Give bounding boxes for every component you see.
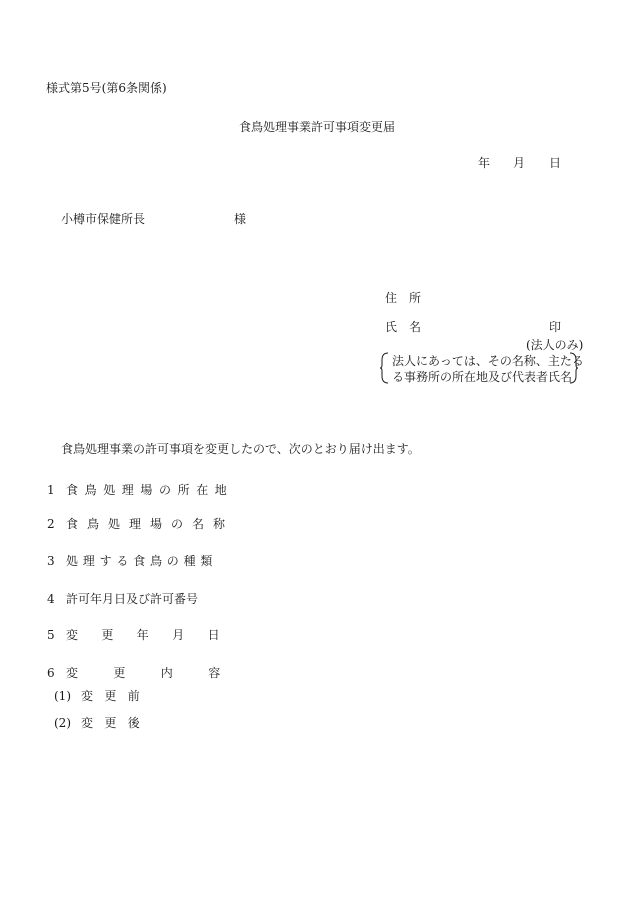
- form-number: 様式第5号(第6条関係): [46, 81, 167, 95]
- date-month: 月: [513, 156, 526, 170]
- subitem-number: (2): [54, 716, 71, 730]
- subitem-number: (1): [54, 689, 71, 703]
- item-label: 食鳥処理場の所在地: [66, 483, 234, 497]
- item-number: 3: [47, 554, 55, 568]
- seal-label: 印: [549, 320, 562, 334]
- addressee-name: 小樽市保健所長: [61, 212, 146, 226]
- item-number: 1: [47, 483, 55, 497]
- corporation-only-note: (法人のみ): [526, 338, 584, 352]
- document-title: 食鳥処理事業許可事項変更届: [239, 120, 396, 134]
- date-year: 年: [478, 156, 491, 170]
- left-brace-icon: [379, 351, 389, 385]
- date-day: 日: [549, 156, 562, 170]
- item-number: 6: [47, 666, 55, 680]
- item-number: 2: [47, 517, 55, 531]
- item-number: 4: [47, 592, 55, 606]
- statement: 食鳥処理事業の許可事項を変更したので、次のとおり届け出ます。: [61, 442, 420, 456]
- item-label: 変更内容: [66, 666, 256, 680]
- subitem-label: 変更前: [81, 689, 152, 703]
- item-label: 許可年月日及び許可番号: [66, 592, 199, 606]
- item-number: 5: [47, 628, 55, 642]
- item-label: 処理する食鳥の種類: [66, 554, 218, 568]
- addressee-honorific: 様: [234, 212, 247, 226]
- corporation-note-line-2: る事務所の所在地及び代表者氏名: [392, 370, 573, 384]
- corporation-note-line-1: 法人にあっては、その名称、主たる: [392, 354, 584, 368]
- address-label: 住 所: [385, 291, 422, 305]
- name-label: 氏 名: [385, 320, 422, 334]
- item-label: 食鳥処理場の名称: [66, 517, 235, 531]
- subitem-label: 変更後: [81, 716, 152, 730]
- item-label: 変更年月日: [66, 628, 244, 642]
